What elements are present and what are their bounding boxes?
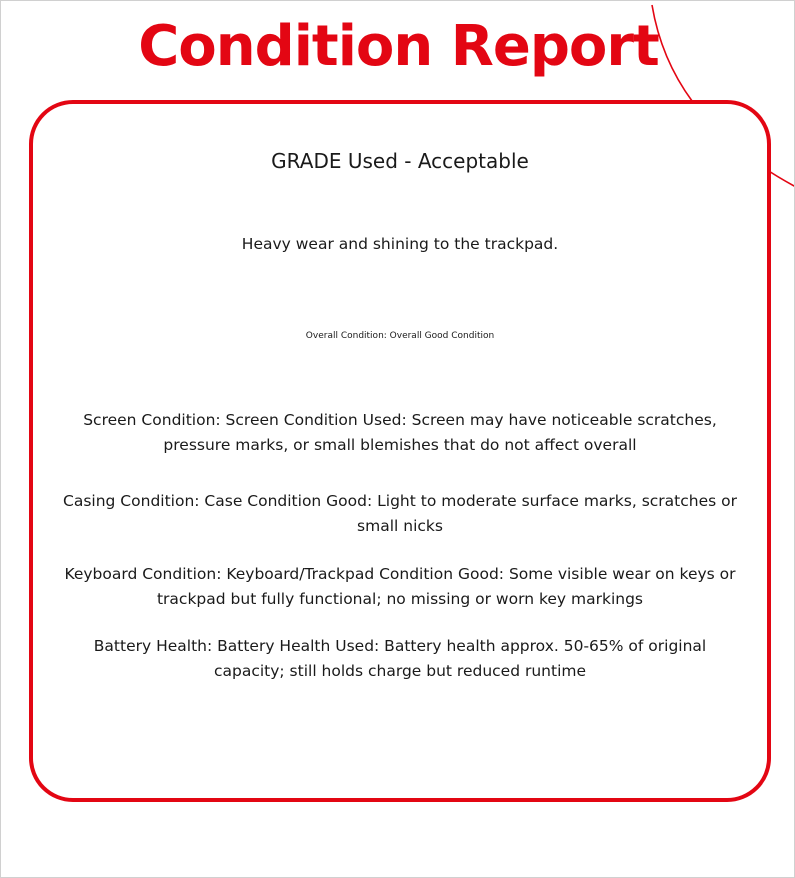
grade-text: GRADE Used - Acceptable [271, 149, 529, 173]
summary-text: Heavy wear and shining to the trackpad. [241, 235, 559, 253]
screen-condition-text: Screen Condition: Screen Condition Used: Screen may have noticeable scratches, pressure marks, or small blemishes that do not affect overall [83, 411, 717, 454]
battery-health-text: Battery Health: Battery Health Used: Battery health approx. 50-65% of original capacity; still holds charge but reduced runtime [93, 637, 707, 680]
overall-condition-text: Overall Condition: Overall Good Condition [305, 331, 495, 341]
casing-condition-text: Casing Condition: Case Condition Good: Light to moderate surface marks, scratches or small nicks [63, 492, 737, 535]
page-title: Condition Report [138, 14, 659, 79]
condition-card [29, 100, 771, 802]
keyboard-condition-text: Keyboard Condition: Keyboard/Trackpad Condition Good: Some visible wear on keys or trackpad but fully functional; no missing or worn key markings [64, 565, 736, 608]
